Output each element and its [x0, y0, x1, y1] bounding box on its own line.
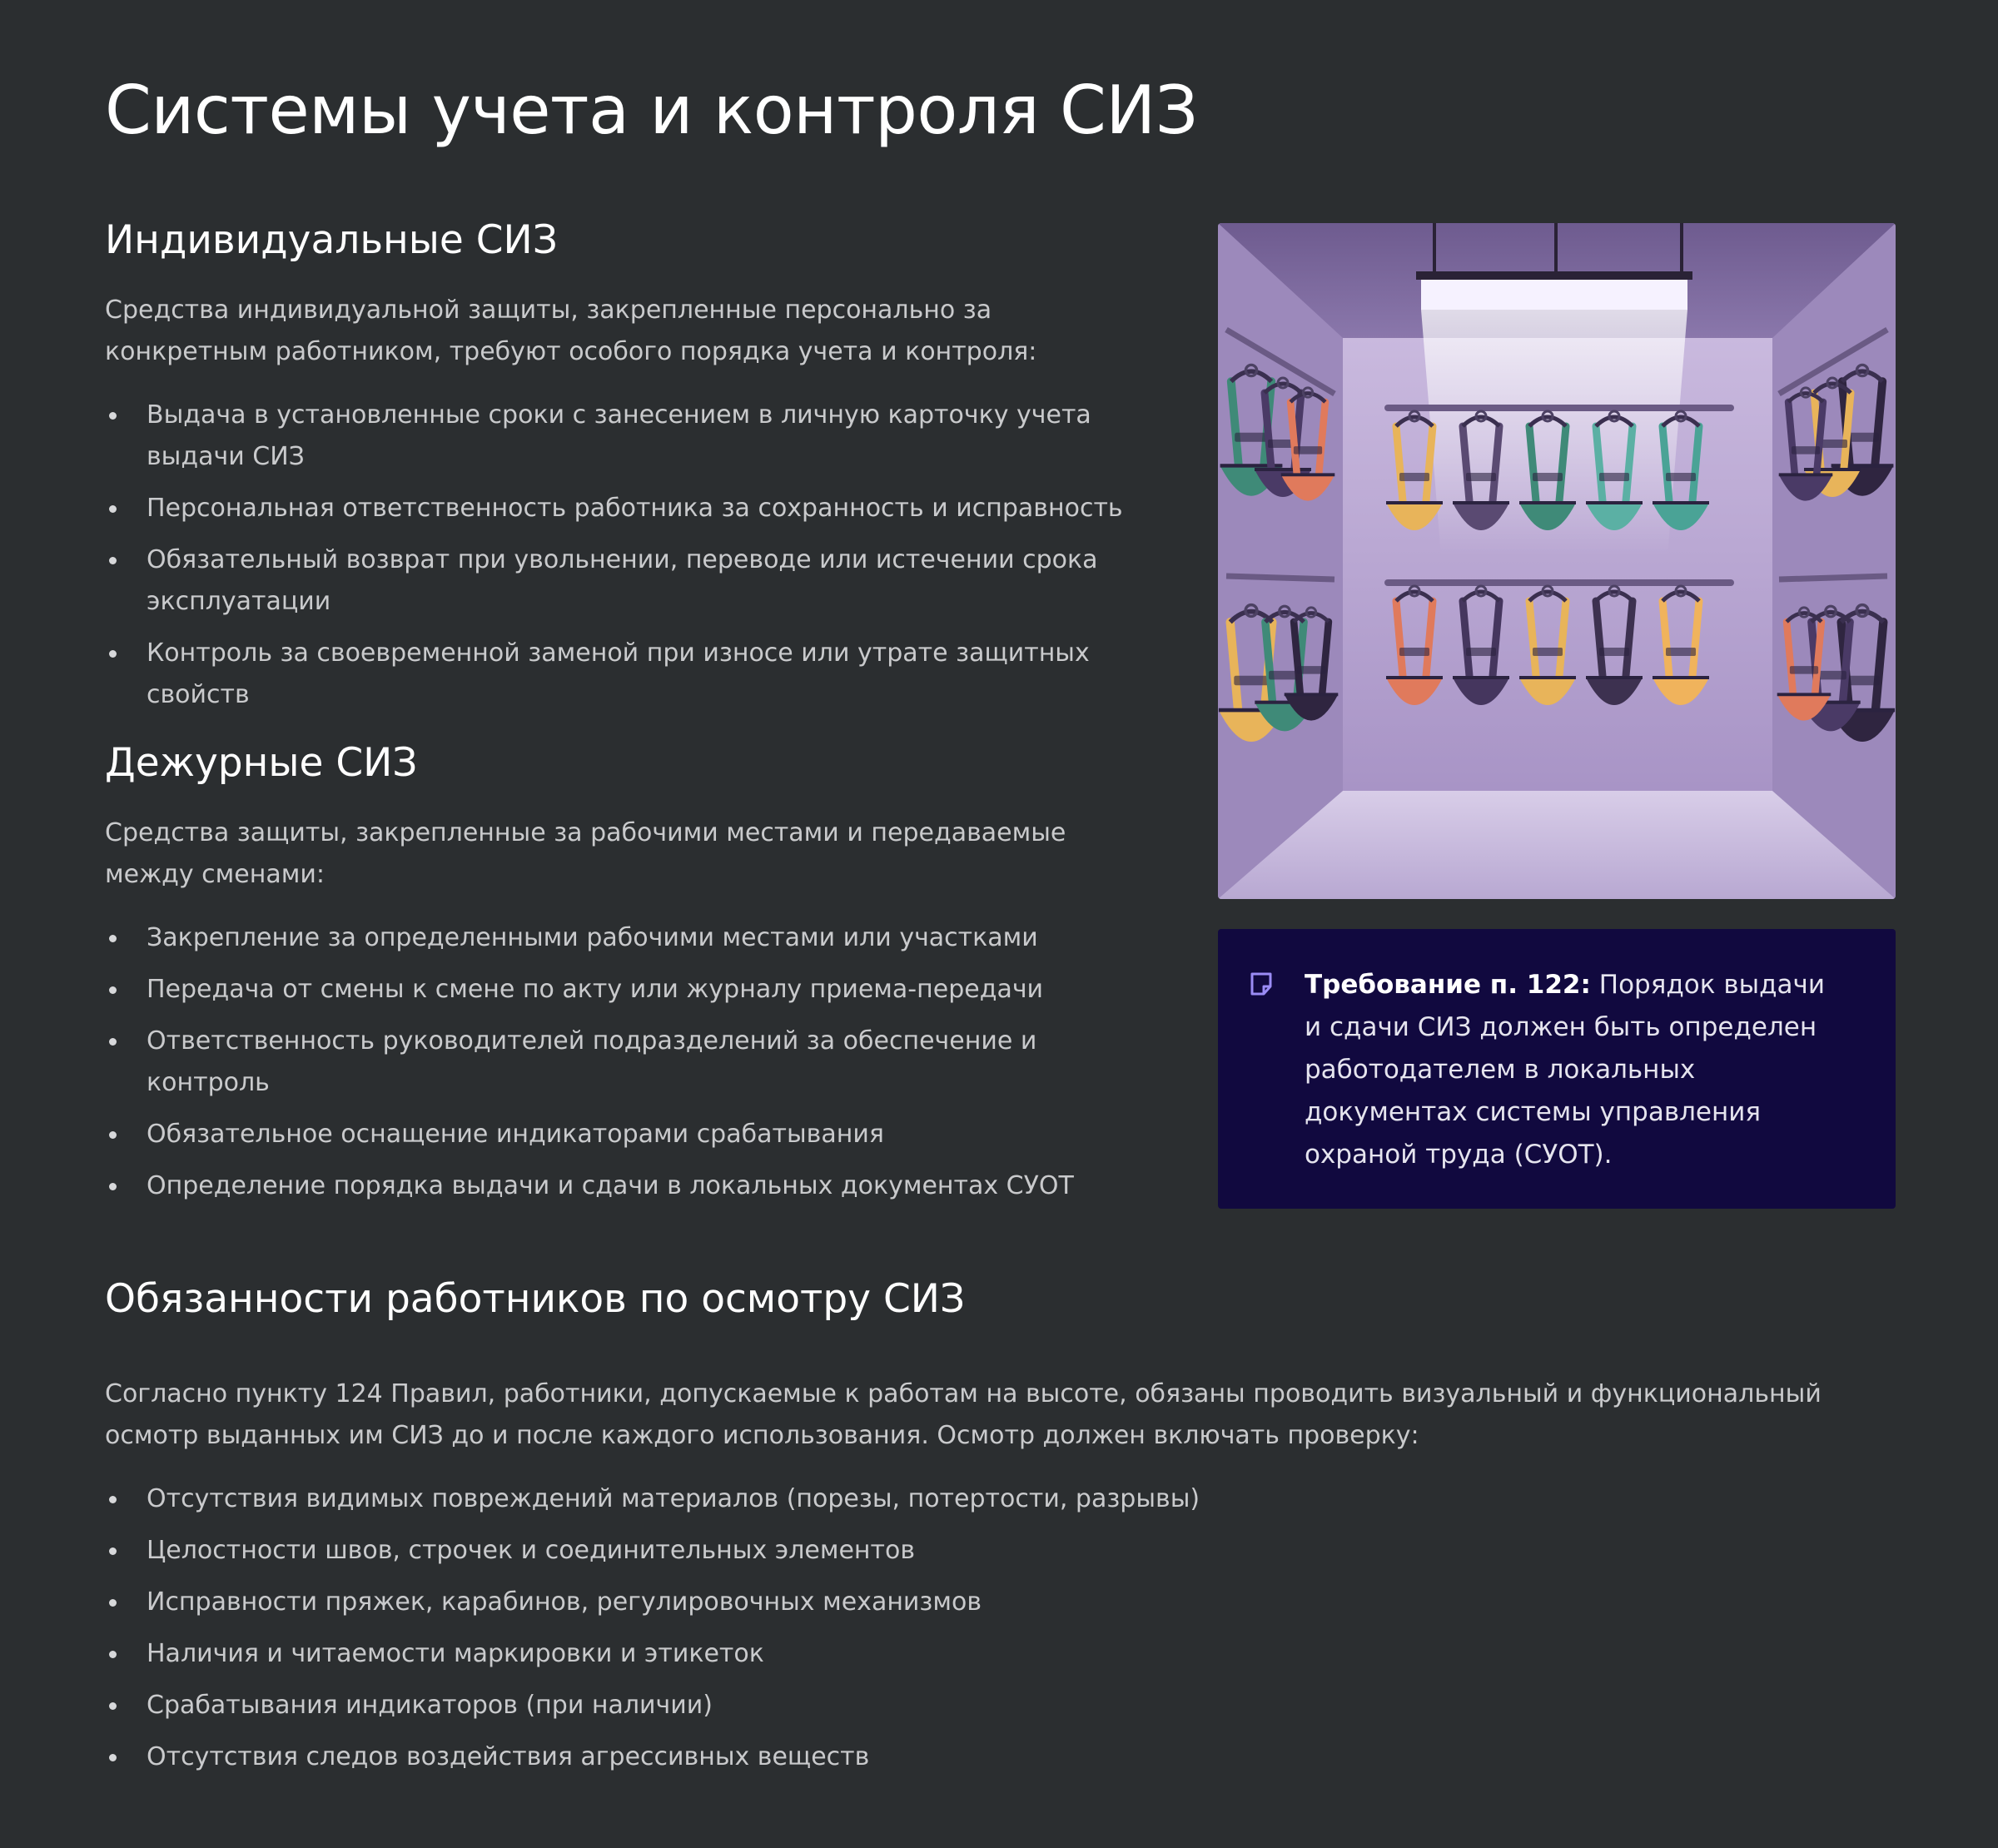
list-item: Ответственность руководителей подразделений за обеспечение и контроль [105, 1021, 1154, 1104]
list-item: Исправности пряжек, карабинов, регулировочных механизмов [105, 1582, 1895, 1623]
requirement-label: Требование п. 122: [1305, 970, 1591, 1000]
section-intro-duty: Средства защиты, закрепленные за рабочими местами и передаваемые между сменами: [105, 818, 1066, 889]
list-item: Отсутствия видимых повреждений материалов (порезы, потертости, разрывы) [105, 1478, 1895, 1520]
requirement-body: Порядок выдачи и сдачи СИЗ должен быть определен работодателем в локальных документах системы управления охраной труда (СУОТ). [1305, 970, 1825, 1170]
page-title: Системы учета и контроля СИЗ [105, 72, 1198, 149]
list-item: Наличия и читаемости маркировки и этикеток [105, 1633, 1895, 1675]
bullet-list-duty [105, 917, 1154, 1207]
left-column [105, 210, 1154, 1217]
section-heading-individual: Индивидуальные СИЗ [105, 217, 558, 263]
bullet-list-individual [105, 395, 1154, 716]
requirement-text [1305, 964, 1846, 1176]
ppe-storage-illustration [1218, 223, 1896, 899]
section-heading-inspection: Обязанности работников по осмотру СИЗ [105, 1276, 966, 1322]
section-intro-inspection: Согласно пункту 124 Правил, работники, допускаемые к работам на высоте, обязаны проводить визуальный и функциональный осмотр выданных им СИЗ до и после каждого использования. Осмотр должен включать проверку: [105, 1379, 1822, 1450]
requirement-callout [1218, 929, 1896, 1209]
section-heading-duty: Дежурные СИЗ [105, 740, 418, 786]
list-item: Срабатывания индикаторов (при наличии) [105, 1685, 1895, 1726]
section-inspection [105, 1269, 1895, 1788]
right-column [1218, 223, 1896, 1209]
list-item: Контроль за своевременной заменой при износе или утрате защитных свойств [105, 633, 1154, 716]
list-item: Целостности швов, строчек и соединительных элементов [105, 1530, 1895, 1572]
section-intro-individual: Средства индивидуальной защиты, закрепленные персонально за конкретным работником, требуют особого порядка учета и контроля: [105, 296, 1037, 366]
list-item: Закрепление за определенными рабочими местами или участками [105, 917, 1154, 959]
list-item: Отсутствия следов воздействия агрессивных веществ [105, 1736, 1895, 1778]
bullet-list-inspection [105, 1478, 1895, 1778]
list-item: Выдача в установленные сроки с занесением в личную карточку учета выдачи СИЗ [105, 395, 1154, 478]
section-individual [105, 210, 1154, 716]
list-item: Обязательный возврат при увольнении, переводе или истечении срока эксплуатации [105, 539, 1154, 623]
list-item: Определение порядка выдачи и сдачи в локальных документах СУОТ [105, 1165, 1154, 1207]
list-item: Персональная ответственность работника за сохранность и исправность [105, 488, 1154, 529]
note-icon [1248, 971, 1275, 997]
list-item: Передача от смены к смене по акту или журналу приема-передачи [105, 969, 1154, 1011]
list-item: Обязательное оснащение индикаторами срабатывания [105, 1114, 1154, 1155]
section-duty [105, 733, 1154, 1207]
